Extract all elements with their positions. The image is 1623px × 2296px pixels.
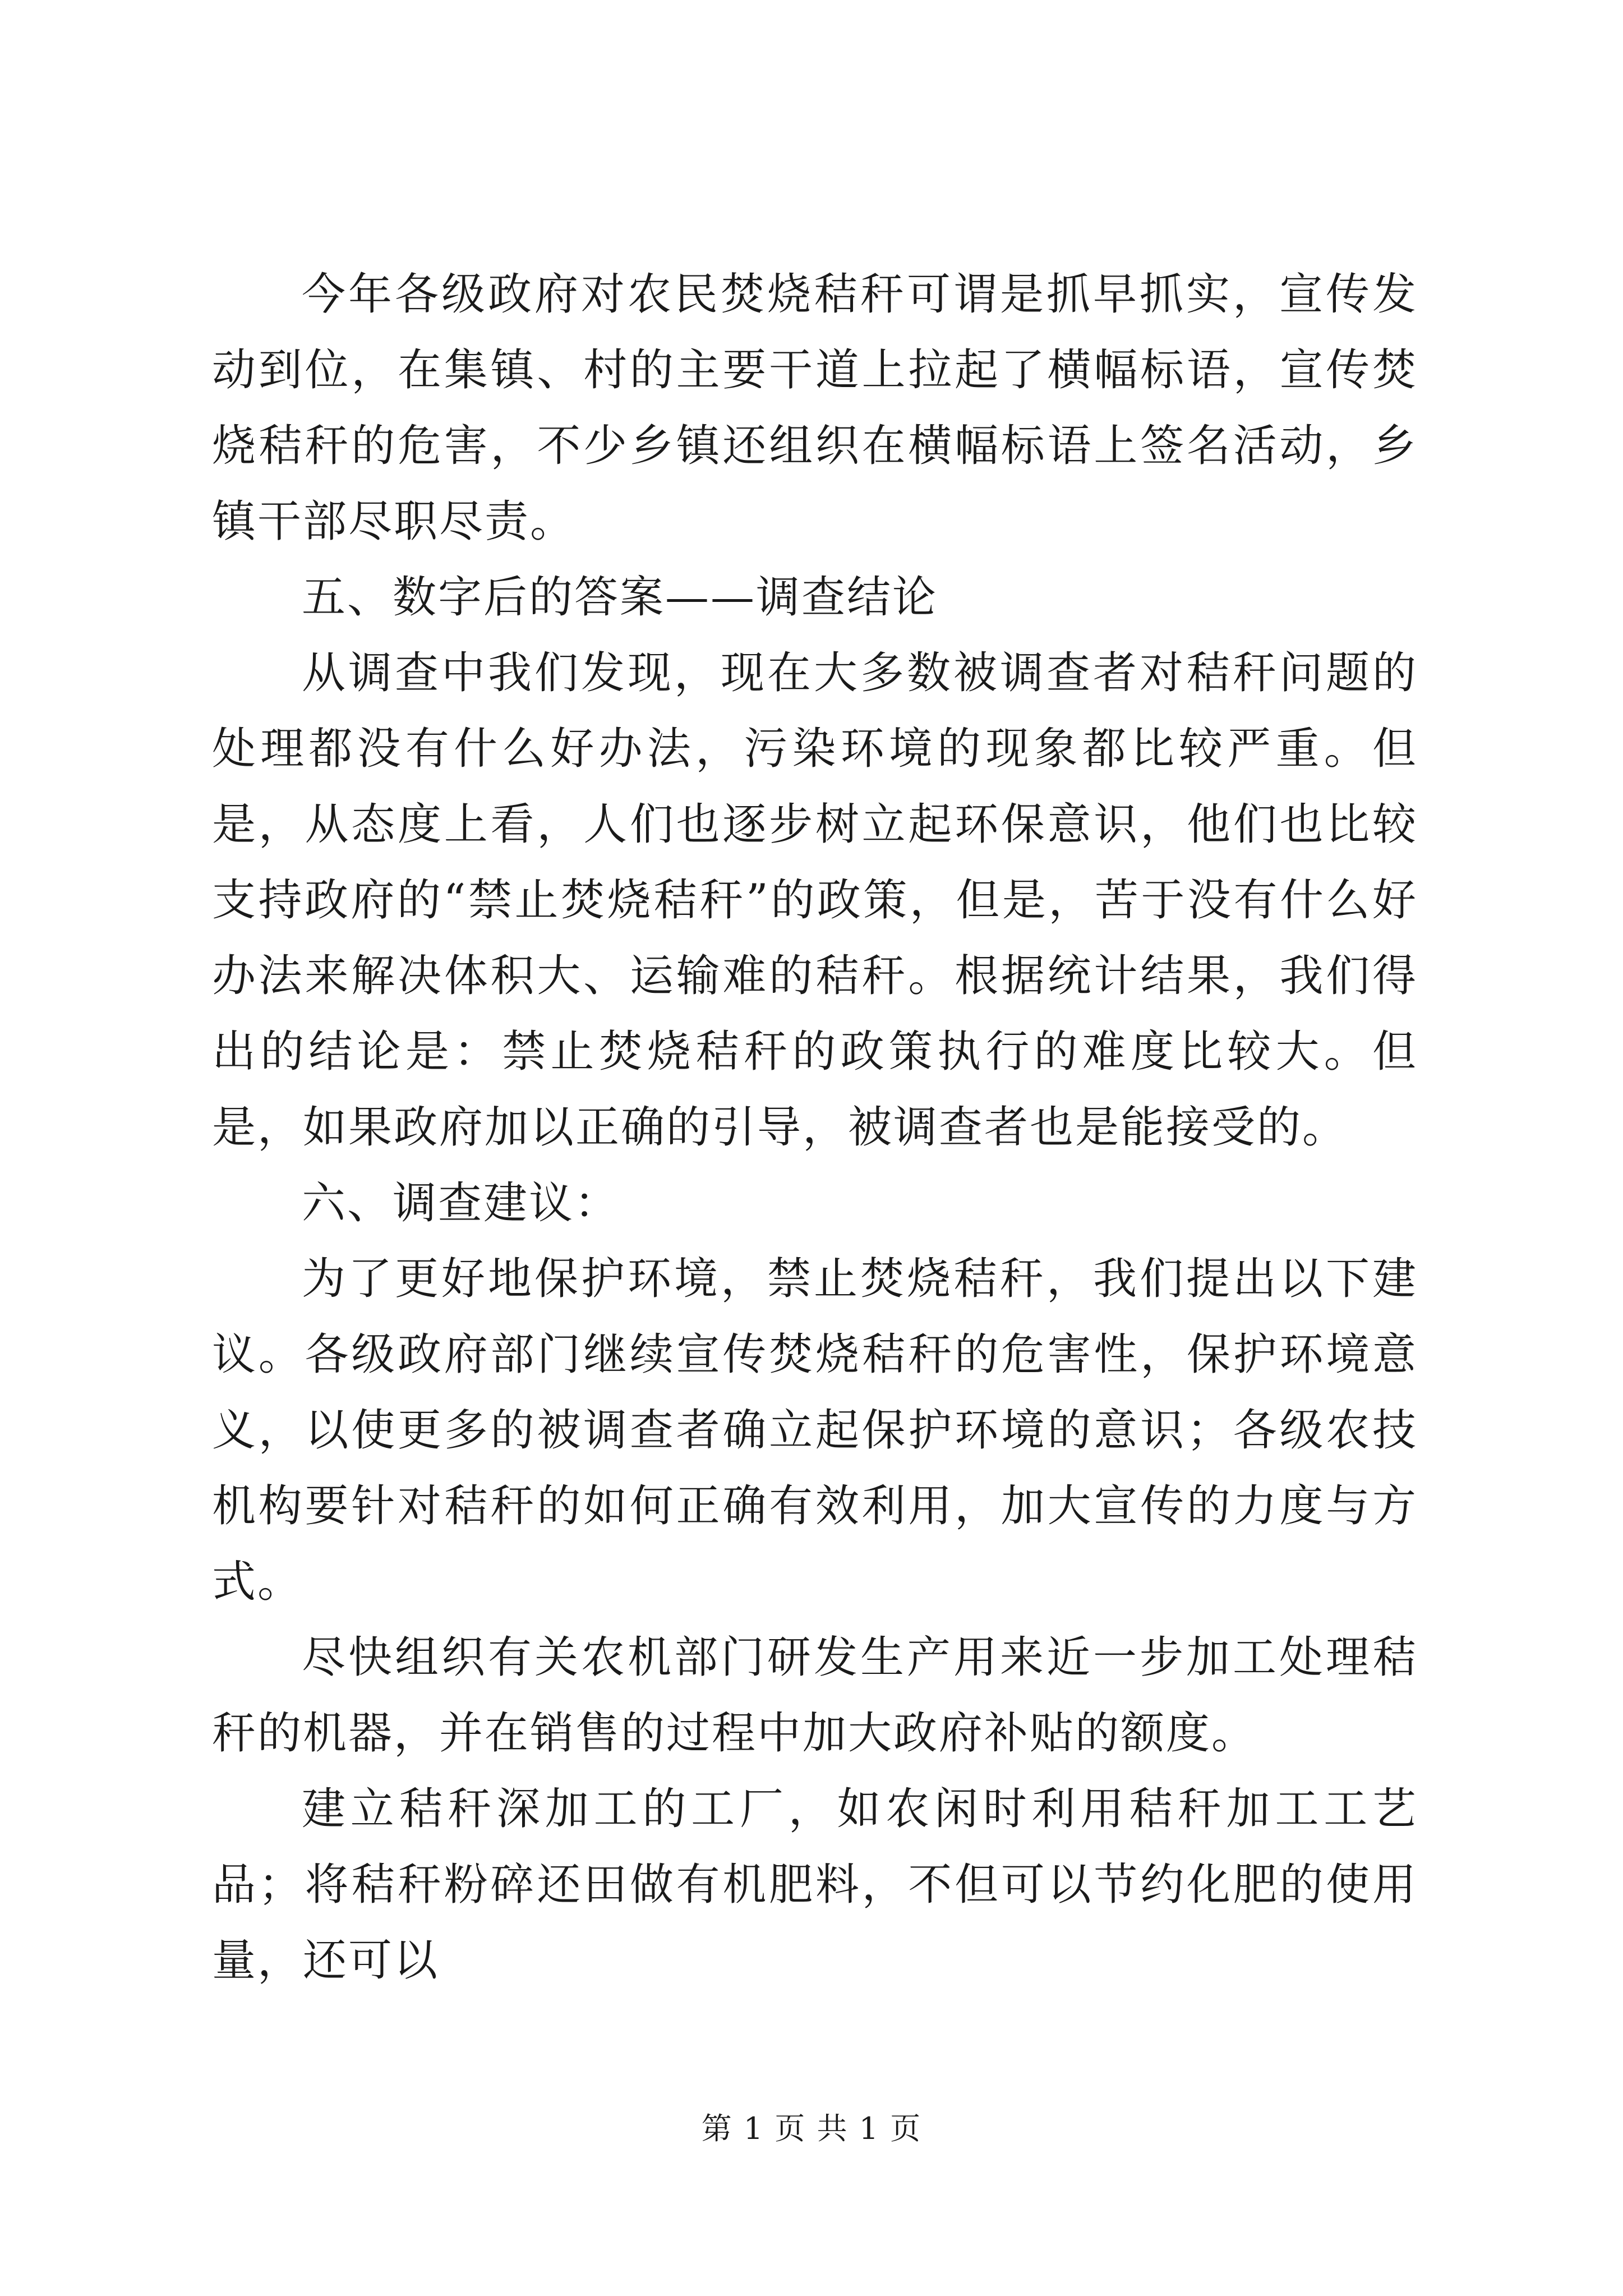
paragraph-suggestion-2: 尽快组织有关农机部门研发生产用来近一步加工处理秸秆的机器，并在销售的过程中加大政府补贴的额度。 <box>212 1632 1418 1759</box>
section-heading-conclusion: 五、数字后的答案——调查结论 <box>302 572 938 623</box>
paragraph-conclusion: 从调查中我们发现，现在大多数被调查者对秸秆问题的处理都没有什么好办法，污染环境的现象都比较严重。但是，从态度上看，人们也逐步树立起环保意识，他们也比较支持政府的“禁止焚烧秸秆”的政策，但是，苦于没有什么好办法来解决体积大、运输难的秸秆。根据统计结果，我们得出的结论是：禁止焚烧秸秆的政策执行的难度比较大。但是，如果政府加以正确的引导，被调查者也是能接受的。 <box>212 648 1418 1153</box>
page-footer: 第 1 页 共 1 页 <box>701 2111 922 2146</box>
paragraph-propaganda: 今年各级政府对农民焚烧秸秆可谓是抓早抓实，宣传发动到位，在集镇、村的主要干道上拉起了横幅标语，宣传焚烧秸秆的危害，不少乡镇还组织在横幅标语上签名活动，乡镇干部尽职尽责。 <box>212 269 1418 547</box>
paragraph-suggestion-3: 建立秸秆深加工的工厂，如农闲时利用秸秆加工工艺品；将秸秆粉碎还田做有机肥料，不但可以节约化肥的使用量，还可以 <box>212 1784 1418 1986</box>
document-body <box>212 257 1418 1999</box>
paragraph-suggestion-1: 为了更好地保护环境，禁止焚烧秸秆，我们提出以下建议。各级政府部门继续宣传焚烧秸秆的危害性，保护环境意义，以使更多的被调查者确立起保护环境的意识；各级农技机构要针对秸秆的如何正确有效利用，加大宣传的力度与方式。 <box>212 1254 1418 1607</box>
section-heading-suggestions: 六、调查建议： <box>302 1178 620 1228</box>
